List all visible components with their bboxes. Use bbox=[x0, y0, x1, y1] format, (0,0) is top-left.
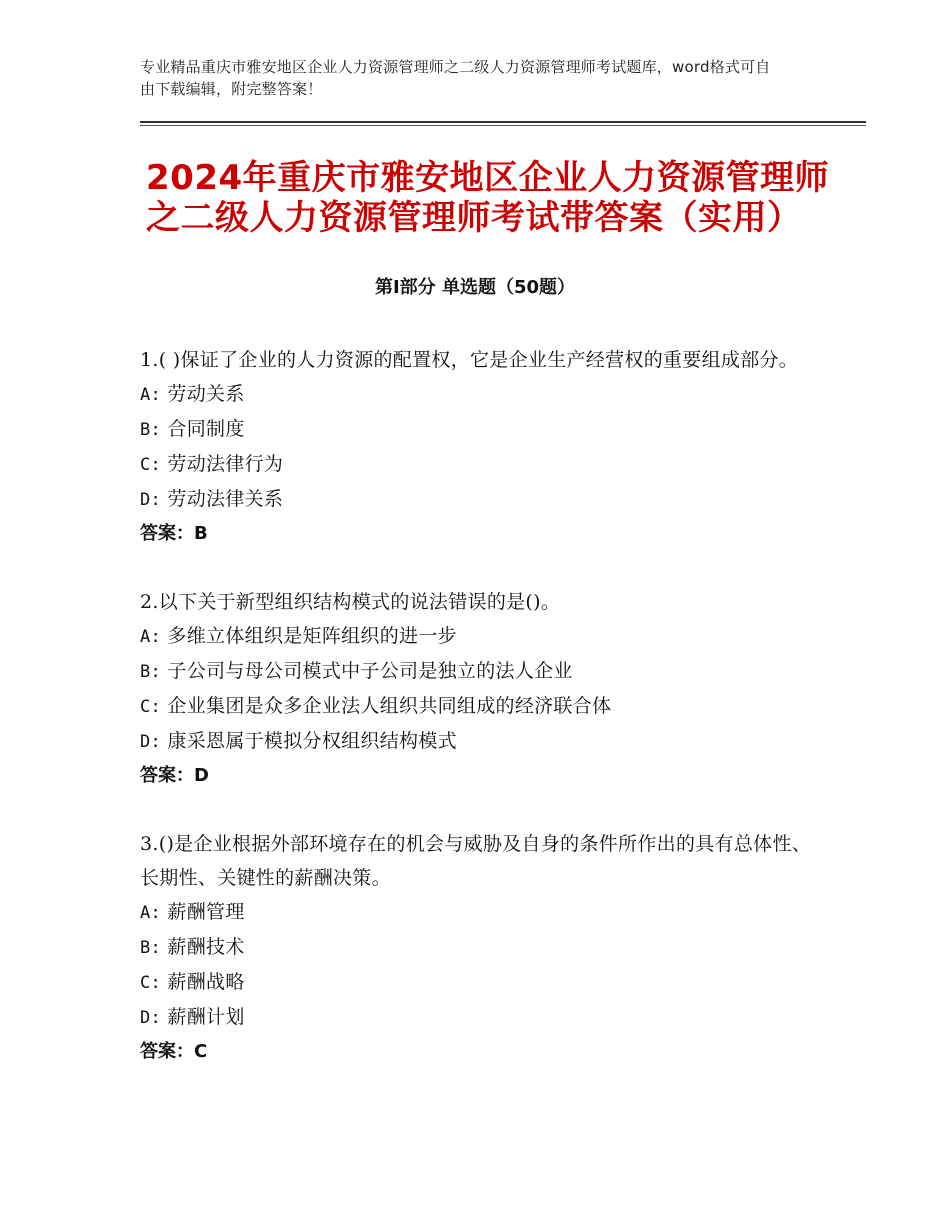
answer-line: 答案：B bbox=[140, 523, 208, 544]
option-b bbox=[140, 412, 820, 447]
option-a bbox=[140, 619, 820, 654]
option-text: 薪酬战略 bbox=[167, 971, 245, 993]
question-stem: 3.()是企业根据外部环境存在的机会与威胁及自身的条件所作出的具有总体性、长期性、关键性的薪酬决策。 bbox=[140, 833, 812, 889]
option-text: 劳动法律关系 bbox=[167, 488, 284, 510]
option-c bbox=[140, 689, 820, 724]
option-letter: B: bbox=[140, 662, 162, 682]
option-text: 薪酬管理 bbox=[167, 901, 245, 923]
option-d bbox=[140, 724, 820, 759]
option-c bbox=[140, 447, 820, 482]
answer-line: 答案：C bbox=[140, 1041, 208, 1062]
option-text: 劳动关系 bbox=[167, 383, 245, 405]
option-letter: C: bbox=[140, 455, 162, 475]
section-title: 第Ⅰ部分 单选题（50题） bbox=[374, 277, 575, 298]
question-stem: 1.( )保证了企业的人力资源的配置权，它是企业生产经营权的重要组成部分。 bbox=[140, 349, 799, 371]
option-b bbox=[140, 930, 820, 965]
header-divider-thick bbox=[140, 121, 866, 123]
header-divider-thin bbox=[140, 125, 866, 126]
option-letter: A: bbox=[140, 627, 162, 647]
option-text: 劳动法律行为 bbox=[167, 453, 284, 475]
option-letter: C: bbox=[140, 973, 162, 993]
option-a bbox=[140, 377, 820, 412]
option-text: 康采恩属于模拟分权组织结构模式 bbox=[167, 730, 457, 752]
option-text: 薪酬计划 bbox=[167, 1006, 245, 1028]
option-a bbox=[140, 895, 820, 930]
answer-line: 答案：D bbox=[140, 765, 209, 786]
option-c bbox=[140, 965, 820, 1000]
option-letter: D: bbox=[140, 732, 162, 752]
option-letter: D: bbox=[140, 490, 162, 510]
option-text: 企业集团是众多企业法人组织共同组成的经济联合体 bbox=[167, 695, 612, 717]
option-d bbox=[140, 482, 820, 517]
header-note: 专业精品重庆市雅安地区企业人力资源管理师之二级人力资源管理师考试题库，word格式可自由下载编辑，附完整答案！ bbox=[140, 58, 771, 98]
question-stem: 2.以下关于新型组织结构模式的说法错误的是()。 bbox=[140, 591, 561, 613]
option-text: 合同制度 bbox=[167, 418, 245, 440]
option-b bbox=[140, 654, 820, 689]
question-2 bbox=[140, 585, 820, 793]
option-letter: B: bbox=[140, 420, 162, 440]
option-text: 子公司与母公司模式中子公司是独立的法人企业 bbox=[167, 660, 573, 682]
question-1 bbox=[140, 343, 820, 551]
question-list bbox=[140, 343, 820, 1103]
option-letter: D: bbox=[140, 1008, 162, 1028]
option-text: 薪酬技术 bbox=[167, 936, 245, 958]
option-letter: C: bbox=[140, 697, 162, 717]
option-letter: A: bbox=[140, 903, 162, 923]
document-title: 2024年重庆市雅安地区企业人力资源管理师之二级人力资源管理师考试带答案（实用） bbox=[146, 158, 830, 238]
option-text: 多维立体组织是矩阵组织的进一步 bbox=[167, 625, 457, 647]
option-letter: A: bbox=[140, 385, 162, 405]
option-d bbox=[140, 1000, 820, 1035]
option-letter: B: bbox=[140, 938, 162, 958]
question-3 bbox=[140, 827, 820, 1069]
